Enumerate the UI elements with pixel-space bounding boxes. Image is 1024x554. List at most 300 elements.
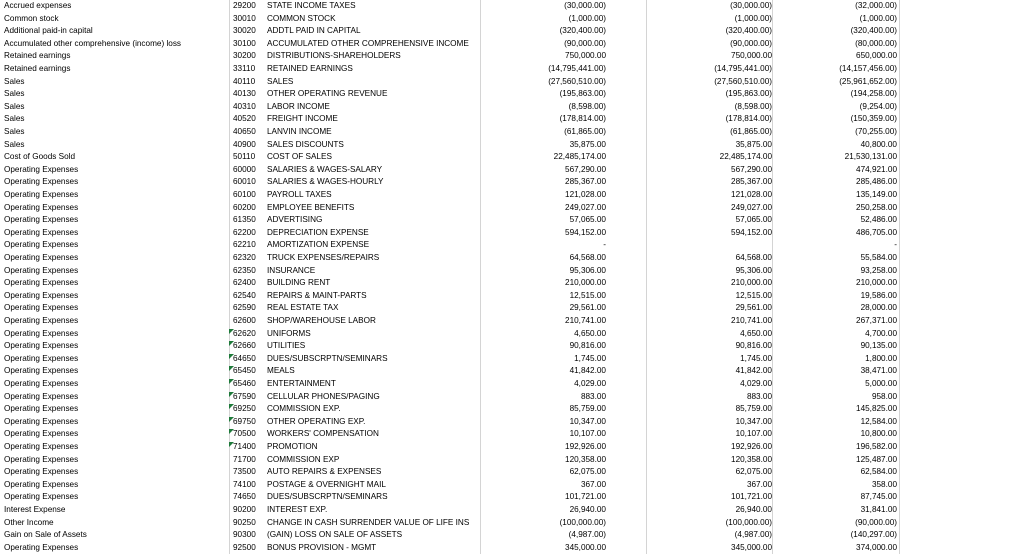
- value-cell-2[interactable]: 567,290.00: [731, 164, 772, 174]
- value-cell-1[interactable]: 95,306.00: [569, 265, 606, 275]
- category-cell[interactable]: Operating Expenses: [4, 391, 79, 401]
- account-number-cell[interactable]: 30200: [233, 51, 256, 61]
- value-cell-1[interactable]: 101,721.00: [565, 492, 606, 502]
- value-cell-3[interactable]: 145,825.00: [856, 404, 897, 414]
- account-description-cell[interactable]: SALARIES & WAGES-SALARY: [267, 164, 383, 174]
- value-cell-3[interactable]: 31,841.00: [860, 505, 897, 514]
- value-cell-2[interactable]: 4,650.00: [740, 328, 772, 338]
- category-cell[interactable]: Operating Expenses: [4, 290, 79, 300]
- value-cell-3[interactable]: 474,921.00: [856, 164, 897, 174]
- account-number-cell[interactable]: 40310: [233, 101, 256, 111]
- account-number-cell[interactable]: 70500: [233, 429, 256, 439]
- category-cell[interactable]: Cost of Goods Sold: [4, 152, 75, 162]
- account-number-cell[interactable]: 40110: [233, 76, 256, 86]
- value-cell-2[interactable]: (61,865.00): [730, 127, 772, 136]
- value-cell-1[interactable]: (320,400.00): [559, 26, 606, 36]
- value-cell-3[interactable]: 90,135.00: [860, 341, 897, 351]
- category-cell[interactable]: Interest Expense: [4, 505, 66, 514]
- account-number-cell[interactable]: 60100: [233, 190, 256, 199]
- value-cell-3[interactable]: (32,000.00): [855, 1, 897, 10]
- value-cell-3[interactable]: 285,486.00: [856, 177, 897, 187]
- category-cell[interactable]: Sales: [4, 139, 25, 149]
- value-cell-2[interactable]: 883.00: [746, 391, 772, 401]
- value-cell-3[interactable]: 210,000.00: [856, 278, 897, 288]
- table-row: [0, 353, 1024, 366]
- account-description-cell[interactable]: UNIFORMS: [267, 328, 311, 338]
- account-description-cell[interactable]: DISTRIBUTIONS-SHAREHOLDERS: [267, 51, 401, 61]
- value-cell-3[interactable]: 52,486.00: [860, 215, 897, 225]
- value-cell-2[interactable]: (4,987.00): [734, 530, 772, 540]
- value-cell-3[interactable]: 93,258.00: [860, 265, 897, 275]
- category-cell[interactable]: Sales: [4, 101, 25, 111]
- value-cell-3[interactable]: 87,745.00: [860, 492, 897, 502]
- account-description-cell[interactable]: LABOR INCOME: [267, 101, 330, 111]
- account-description-cell[interactable]: TRUCK EXPENSES/REPAIRS: [267, 253, 380, 262]
- account-description-cell[interactable]: STATE INCOME TAXES: [267, 1, 356, 10]
- category-cell[interactable]: Accrued expenses: [4, 1, 72, 10]
- value-cell-1[interactable]: 210,741.00: [565, 316, 606, 325]
- value-cell-2[interactable]: 41,842.00: [735, 366, 772, 376]
- category-cell[interactable]: Operating Expenses: [4, 316, 79, 325]
- value-cell-1[interactable]: 594,152.00: [565, 227, 606, 237]
- account-description-cell[interactable]: DUES/SUBSCRPTN/SEMINARS: [267, 353, 388, 363]
- value-cell-3[interactable]: 62,584.00: [860, 467, 897, 477]
- table-row: [0, 139, 1024, 152]
- value-cell-2[interactable]: 4,029.00: [740, 379, 772, 388]
- account-description-cell[interactable]: BONUS PROVISION - MGMT: [267, 542, 377, 552]
- value-cell-2[interactable]: 750,000.00: [731, 51, 772, 61]
- value-cell-3[interactable]: (14,157,456.00): [839, 64, 897, 73]
- category-cell[interactable]: Additional paid-in capital: [4, 26, 93, 36]
- value-cell-1[interactable]: 285,367.00: [565, 177, 606, 187]
- value-cell-3[interactable]: 267,371.00: [856, 316, 897, 325]
- value-cell-1[interactable]: 57,065.00: [569, 215, 606, 225]
- value-cell-3[interactable]: 38,471.00: [860, 366, 897, 376]
- category-cell[interactable]: Operating Expenses: [4, 190, 79, 199]
- account-description-cell[interactable]: COMMISSION EXP.: [267, 404, 341, 414]
- value-cell-2[interactable]: 22,485,174.00: [719, 152, 772, 162]
- table-row: [0, 428, 1024, 441]
- account-number-cell[interactable]: 50110: [233, 152, 256, 162]
- value-cell-1[interactable]: 62,075.00: [569, 467, 606, 477]
- account-number-cell[interactable]: 71700: [233, 454, 256, 464]
- value-cell-2[interactable]: 1,745.00: [740, 353, 772, 363]
- value-cell-2[interactable]: (30,000.00): [730, 1, 772, 10]
- value-cell-1[interactable]: (195,863.00): [559, 89, 606, 99]
- value-cell-2[interactable]: 120,358.00: [731, 454, 772, 464]
- table-row: [0, 164, 1024, 177]
- account-number-cell[interactable]: 60010: [233, 177, 256, 187]
- category-cell[interactable]: Operating Expenses: [4, 240, 79, 250]
- account-number-cell[interactable]: 29200: [233, 1, 256, 10]
- value-cell-1[interactable]: 85,759.00: [569, 404, 606, 414]
- value-cell-2[interactable]: (1,000.00): [734, 13, 772, 23]
- category-cell[interactable]: Operating Expenses: [4, 404, 79, 414]
- account-description-cell[interactable]: COST OF SALES: [267, 152, 332, 162]
- table-row: [0, 340, 1024, 353]
- category-cell[interactable]: Sales: [4, 127, 25, 136]
- value-cell-2[interactable]: 90,816.00: [735, 341, 772, 351]
- value-cell-3[interactable]: 5,000.00: [865, 379, 897, 388]
- account-number-cell[interactable]: 62590: [233, 303, 256, 313]
- table-row: [0, 239, 1024, 252]
- account-number-cell[interactable]: 90200: [233, 505, 256, 514]
- value-cell-1[interactable]: 121,028.00: [565, 190, 606, 199]
- account-number-cell[interactable]: 61350: [233, 215, 256, 225]
- value-cell-2[interactable]: 10,347.00: [735, 416, 772, 426]
- value-cell-2[interactable]: 12,515.00: [735, 290, 772, 300]
- table-row: [0, 328, 1024, 341]
- value-cell-1[interactable]: (90,000.00): [564, 38, 606, 48]
- category-cell[interactable]: Other Income: [4, 517, 54, 527]
- category-cell[interactable]: Operating Expenses: [4, 542, 79, 552]
- value-cell-3[interactable]: 28,000.00: [860, 303, 897, 313]
- category-cell[interactable]: Operating Expenses: [4, 341, 79, 351]
- value-cell-1[interactable]: 1,745.00: [574, 353, 606, 363]
- value-cell-2[interactable]: 29,561.00: [735, 303, 772, 313]
- account-number-cell[interactable]: 62660: [233, 341, 256, 351]
- value-cell-1[interactable]: 210,000.00: [565, 278, 606, 288]
- value-cell-3[interactable]: 125,487.00: [856, 454, 897, 464]
- category-cell[interactable]: Operating Expenses: [4, 454, 79, 464]
- category-cell[interactable]: Operating Expenses: [4, 429, 79, 439]
- account-number-cell[interactable]: 62400: [233, 278, 256, 288]
- category-cell[interactable]: Operating Expenses: [4, 416, 79, 426]
- category-cell[interactable]: Gain on Sale of Assets: [4, 530, 87, 540]
- account-description-cell[interactable]: OTHER OPERATING EXP.: [267, 416, 366, 426]
- value-cell-1[interactable]: 35,875.00: [569, 139, 606, 149]
- table-row: [0, 227, 1024, 240]
- account-number-cell[interactable]: 92500: [233, 542, 256, 552]
- value-cell-2[interactable]: 35,875.00: [735, 139, 772, 149]
- value-cell-2[interactable]: (27,560,510.00): [714, 76, 772, 86]
- category-cell[interactable]: Operating Expenses: [4, 492, 79, 502]
- account-description-cell[interactable]: DUES/SUBSCRPTN/SEMINARS: [267, 492, 388, 502]
- value-cell-3[interactable]: 196,582.00: [856, 442, 897, 451]
- value-cell-1[interactable]: (100,000.00): [559, 517, 606, 527]
- table-row: [0, 403, 1024, 416]
- table-row: [0, 38, 1024, 51]
- account-description-cell[interactable]: AUTO REPAIRS & EXPENSES: [267, 467, 382, 477]
- account-number-cell[interactable]: 30010: [233, 13, 256, 23]
- category-cell[interactable]: Sales: [4, 89, 25, 99]
- category-cell[interactable]: Retained earnings: [4, 51, 71, 61]
- table-row: [0, 176, 1024, 189]
- value-cell-1[interactable]: 4,029.00: [574, 379, 606, 388]
- table-row: [0, 50, 1024, 63]
- account-description-cell[interactable]: CELLULAR PHONES/PAGING: [267, 391, 380, 401]
- table-row: [0, 529, 1024, 542]
- value-cell-2[interactable]: 285,367.00: [731, 177, 772, 187]
- account-description-cell[interactable]: RETAINED EARNINGS: [267, 64, 353, 73]
- value-cell-2[interactable]: (100,000.00): [725, 517, 772, 527]
- category-cell[interactable]: Operating Expenses: [4, 215, 79, 225]
- category-cell[interactable]: Sales: [4, 114, 25, 124]
- account-number-cell[interactable]: 74650: [233, 492, 256, 502]
- value-cell-1[interactable]: (27,560,510.00): [548, 76, 606, 86]
- account-description-cell[interactable]: COMMISSION EXP: [267, 454, 340, 464]
- value-cell-1[interactable]: (4,987.00): [568, 530, 606, 540]
- value-cell-2[interactable]: 210,000.00: [731, 278, 772, 288]
- value-cell-1[interactable]: 750,000.00: [565, 51, 606, 61]
- value-cell-3[interactable]: (150,359.00): [850, 114, 897, 124]
- category-cell[interactable]: Accumulated other comprehensive (income) loss: [4, 38, 182, 48]
- account-description-cell[interactable]: COMMON STOCK: [267, 13, 336, 23]
- table-row: [0, 63, 1024, 76]
- account-number-cell[interactable]: 74100: [233, 479, 256, 489]
- value-cell-1[interactable]: 367.00: [580, 479, 606, 489]
- value-cell-2[interactable]: 62,075.00: [735, 467, 772, 477]
- account-number-cell[interactable]: 69250: [233, 404, 256, 414]
- account-description-cell[interactable]: FREIGHT INCOME: [267, 114, 338, 124]
- value-cell-3[interactable]: 55,584.00: [860, 253, 897, 262]
- account-description-cell[interactable]: INSURANCE: [267, 265, 316, 275]
- value-cell-3[interactable]: 250,258.00: [856, 202, 897, 212]
- account-number-cell[interactable]: 62600: [233, 316, 256, 325]
- table-row: [0, 290, 1024, 303]
- category-cell[interactable]: Operating Expenses: [4, 253, 79, 262]
- value-cell-1[interactable]: (30,000.00): [564, 1, 606, 10]
- value-cell-1[interactable]: 10,107.00: [569, 429, 606, 439]
- account-description-cell[interactable]: UTILITIES: [267, 341, 306, 351]
- table-row: [0, 214, 1024, 227]
- value-cell-2[interactable]: 192,926.00: [731, 442, 772, 451]
- table-row: [0, 126, 1024, 139]
- table-row: [0, 416, 1024, 429]
- category-cell[interactable]: Operating Expenses: [4, 202, 79, 212]
- category-cell[interactable]: Common stock: [4, 13, 59, 23]
- value-cell-3[interactable]: 10,800.00: [860, 429, 897, 439]
- value-cell-3[interactable]: 486,705.00: [856, 227, 897, 237]
- value-cell-3[interactable]: 958.00: [871, 391, 897, 401]
- account-number-cell[interactable]: 67590: [233, 391, 256, 401]
- account-number-cell[interactable]: 73500: [233, 467, 256, 477]
- value-cell-1[interactable]: (1,000.00): [568, 13, 606, 23]
- table-row: [0, 202, 1024, 215]
- category-cell[interactable]: Operating Expenses: [4, 278, 79, 288]
- account-description-cell[interactable]: ENTERTAINMENT: [267, 379, 336, 388]
- value-cell-3[interactable]: (1,000.00): [859, 13, 897, 23]
- value-cell-1[interactable]: 567,290.00: [565, 164, 606, 174]
- table-row: [0, 189, 1024, 202]
- category-cell[interactable]: Operating Expenses: [4, 366, 79, 376]
- account-number-cell[interactable]: 40520: [233, 114, 256, 124]
- account-description-cell[interactable]: INTEREST EXP.: [267, 505, 328, 514]
- value-cell-3[interactable]: 19,586.00: [860, 290, 897, 300]
- account-description-cell[interactable]: AMORTIZATION EXPENSE: [267, 240, 370, 250]
- account-description-cell[interactable]: (GAIN) LOSS ON SALE OF ASSETS: [267, 530, 403, 540]
- table-row: [0, 88, 1024, 101]
- account-description-cell[interactable]: PROMOTION: [267, 442, 318, 451]
- value-cell-2[interactable]: (195,863.00): [725, 89, 772, 99]
- account-number-cell[interactable]: 30100: [233, 38, 256, 48]
- account-number-cell[interactable]: 90250: [233, 517, 256, 527]
- value-cell-2[interactable]: (14,795,441.00): [714, 64, 772, 73]
- value-cell-2[interactable]: 10,107.00: [735, 429, 772, 439]
- value-cell-2[interactable]: 367.00: [746, 479, 772, 489]
- account-description-cell[interactable]: ADVERTISING: [267, 215, 323, 225]
- table-row: [0, 365, 1024, 378]
- category-cell[interactable]: Operating Expenses: [4, 177, 79, 187]
- value-cell-1[interactable]: 10,347.00: [569, 416, 606, 426]
- value-cell-2[interactable]: 594,152.00: [731, 227, 772, 237]
- value-cell-2[interactable]: (8,598.00): [734, 101, 772, 111]
- table-row: [0, 517, 1024, 530]
- account-number-cell[interactable]: 64650: [233, 353, 256, 363]
- value-cell-1[interactable]: 12,515.00: [569, 290, 606, 300]
- account-number-cell[interactable]: 69750: [233, 416, 256, 426]
- value-cell-1[interactable]: 26,940.00: [569, 505, 606, 514]
- value-cell-2[interactable]: 121,028.00: [731, 190, 772, 199]
- table-row: [0, 542, 1024, 554]
- account-description-cell[interactable]: REAL ESTATE TAX: [267, 303, 339, 313]
- value-cell-3[interactable]: 12,584.00: [860, 416, 897, 426]
- value-cell-3[interactable]: (9,254.00): [859, 101, 897, 111]
- table-row: [0, 504, 1024, 517]
- category-cell[interactable]: Operating Expenses: [4, 303, 79, 313]
- category-cell[interactable]: Sales: [4, 76, 25, 86]
- value-cell-3[interactable]: 135,149.00: [856, 190, 897, 199]
- value-cell-1[interactable]: 883.00: [580, 391, 606, 401]
- value-cell-1[interactable]: 4,650.00: [574, 328, 606, 338]
- account-description-cell[interactable]: EMPLOYEE BENEFITS: [267, 202, 355, 212]
- account-number-cell[interactable]: 65450: [233, 366, 256, 376]
- account-number-cell[interactable]: 62620: [233, 328, 256, 338]
- value-cell-1[interactable]: 345,000.00: [565, 542, 606, 552]
- account-description-cell[interactable]: SHOP/WAREHOUSE LABOR: [267, 316, 376, 325]
- account-description-cell[interactable]: REPAIRS & MAINT-PARTS: [267, 290, 367, 300]
- account-description-cell[interactable]: DEPRECIATION EXPENSE: [267, 227, 369, 237]
- account-number-cell[interactable]: 62200: [233, 227, 256, 237]
- value-cell-1[interactable]: 192,926.00: [565, 442, 606, 451]
- value-cell-1[interactable]: (61,865.00): [564, 127, 606, 136]
- value-cell-2[interactable]: 210,741.00: [731, 316, 772, 325]
- account-description-cell[interactable]: BUILDING RENT: [267, 278, 331, 288]
- account-number-cell[interactable]: 40650: [233, 127, 256, 136]
- account-description-cell[interactable]: SALARIES & WAGES-HOURLY: [267, 177, 384, 187]
- value-cell-3[interactable]: 374,000.00: [856, 542, 897, 552]
- value-cell-1[interactable]: (8,598.00): [568, 101, 606, 111]
- account-description-cell[interactable]: SALES DISCOUNTS: [267, 139, 344, 149]
- value-cell-2[interactable]: 101,721.00: [731, 492, 772, 502]
- category-cell[interactable]: Retained earnings: [4, 64, 71, 73]
- value-cell-3[interactable]: (70,255.00): [855, 127, 897, 136]
- value-cell-1[interactable]: 64,568.00: [569, 253, 606, 262]
- table-row: [0, 113, 1024, 126]
- account-description-cell[interactable]: CHANGE IN CASH SURRENDER VALUE OF LIFE INS: [267, 517, 470, 527]
- value-cell-1[interactable]: 90,816.00: [569, 341, 606, 351]
- account-number-cell[interactable]: 60000: [233, 164, 256, 174]
- value-cell-3[interactable]: (90,000.00): [855, 517, 897, 527]
- value-cell-2[interactable]: 249,027.00: [731, 202, 772, 212]
- value-cell-3[interactable]: 650,000.00: [856, 51, 897, 61]
- table-row: [0, 466, 1024, 479]
- account-number-cell[interactable]: 62350: [233, 265, 256, 275]
- account-number-cell[interactable]: 40130: [233, 89, 256, 99]
- value-cell-3[interactable]: (25,961,652.00): [839, 76, 897, 86]
- category-cell[interactable]: Operating Expenses: [4, 164, 79, 174]
- table-row: [0, 491, 1024, 504]
- value-cell-3[interactable]: 1,800.00: [865, 353, 897, 363]
- category-cell[interactable]: Operating Expenses: [4, 353, 79, 363]
- value-cell-3[interactable]: 4,700.00: [865, 328, 897, 338]
- value-cell-3[interactable]: (320,400.00): [850, 26, 897, 36]
- table-row: [0, 252, 1024, 265]
- value-cell-1[interactable]: 249,027.00: [565, 202, 606, 212]
- value-cell-1[interactable]: -: [603, 240, 606, 250]
- value-cell-2[interactable]: 26,940.00: [735, 505, 772, 514]
- account-description-cell[interactable]: WORKERS' COMPENSATION: [267, 429, 379, 439]
- value-cell-3[interactable]: (80,000.00): [855, 38, 897, 48]
- account-number-cell[interactable]: 40900: [233, 139, 256, 149]
- table-row: [0, 0, 1024, 13]
- value-cell-3[interactable]: 40,800.00: [860, 139, 897, 149]
- value-cell-2[interactable]: (178,814.00): [725, 114, 772, 124]
- table-row: [0, 391, 1024, 404]
- table-row: [0, 25, 1024, 38]
- value-cell-2[interactable]: 345,000.00: [731, 542, 772, 552]
- value-cell-1[interactable]: (14,795,441.00): [548, 64, 606, 73]
- value-cell-2[interactable]: (90,000.00): [730, 38, 772, 48]
- value-cell-3[interactable]: (194,258.00): [850, 89, 897, 99]
- value-cell-1[interactable]: 29,561.00: [569, 303, 606, 313]
- account-number-cell[interactable]: 71400: [233, 442, 256, 451]
- value-cell-2[interactable]: 57,065.00: [735, 215, 772, 225]
- value-cell-1[interactable]: 120,358.00: [565, 454, 606, 464]
- category-cell[interactable]: Operating Expenses: [4, 227, 79, 237]
- category-cell[interactable]: Operating Expenses: [4, 328, 79, 338]
- value-cell-2[interactable]: 64,568.00: [735, 253, 772, 262]
- value-cell-1[interactable]: 41,842.00: [569, 366, 606, 376]
- account-description-cell[interactable]: ADDTL PAID IN CAPITAL: [267, 26, 361, 36]
- account-description-cell[interactable]: ACCUMULATED OTHER COMPREHENSIVE INCOME: [267, 38, 469, 48]
- category-cell[interactable]: Operating Expenses: [4, 265, 79, 275]
- table-row: [0, 76, 1024, 89]
- account-number-cell[interactable]: 90300: [233, 530, 256, 540]
- table-row: [0, 479, 1024, 492]
- table-row: [0, 101, 1024, 114]
- account-description-cell[interactable]: MEALS: [267, 366, 295, 376]
- value-cell-3[interactable]: 358.00: [871, 479, 897, 489]
- account-description-cell[interactable]: PAYROLL TAXES: [267, 190, 332, 199]
- table-row: [0, 151, 1024, 164]
- account-number-cell[interactable]: 62540: [233, 290, 256, 300]
- account-number-cell[interactable]: 62320: [233, 253, 256, 262]
- category-cell[interactable]: Operating Expenses: [4, 479, 79, 489]
- value-cell-2[interactable]: 85,759.00: [735, 404, 772, 414]
- value-cell-3[interactable]: (140,297.00): [850, 530, 897, 540]
- account-number-cell[interactable]: 33110: [233, 64, 256, 73]
- account-description-cell[interactable]: LANVIN INCOME: [267, 127, 332, 136]
- account-number-cell[interactable]: 62210: [233, 240, 256, 250]
- value-cell-1[interactable]: 22,485,174.00: [553, 152, 606, 162]
- value-cell-3[interactable]: 21,530,131.00: [844, 152, 897, 162]
- account-number-cell[interactable]: 65460: [233, 379, 256, 388]
- category-cell[interactable]: Operating Expenses: [4, 467, 79, 477]
- account-description-cell[interactable]: SALES: [267, 76, 294, 86]
- account-number-cell[interactable]: 30020: [233, 26, 256, 36]
- value-cell-2[interactable]: 95,306.00: [735, 265, 772, 275]
- account-number-cell[interactable]: 60200: [233, 202, 256, 212]
- category-cell[interactable]: Operating Expenses: [4, 442, 79, 451]
- category-cell[interactable]: Operating Expenses: [4, 379, 79, 388]
- value-cell-2[interactable]: (320,400.00): [725, 26, 772, 36]
- value-cell-1[interactable]: (178,814.00): [559, 114, 606, 124]
- account-description-cell[interactable]: POSTAGE & OVERNIGHT MAIL: [267, 479, 386, 489]
- value-cell-3[interactable]: -: [894, 240, 897, 250]
- value-cell-2[interactable]: [648, 239, 772, 252]
- account-description-cell[interactable]: OTHER OPERATING REVENUE: [267, 89, 388, 99]
